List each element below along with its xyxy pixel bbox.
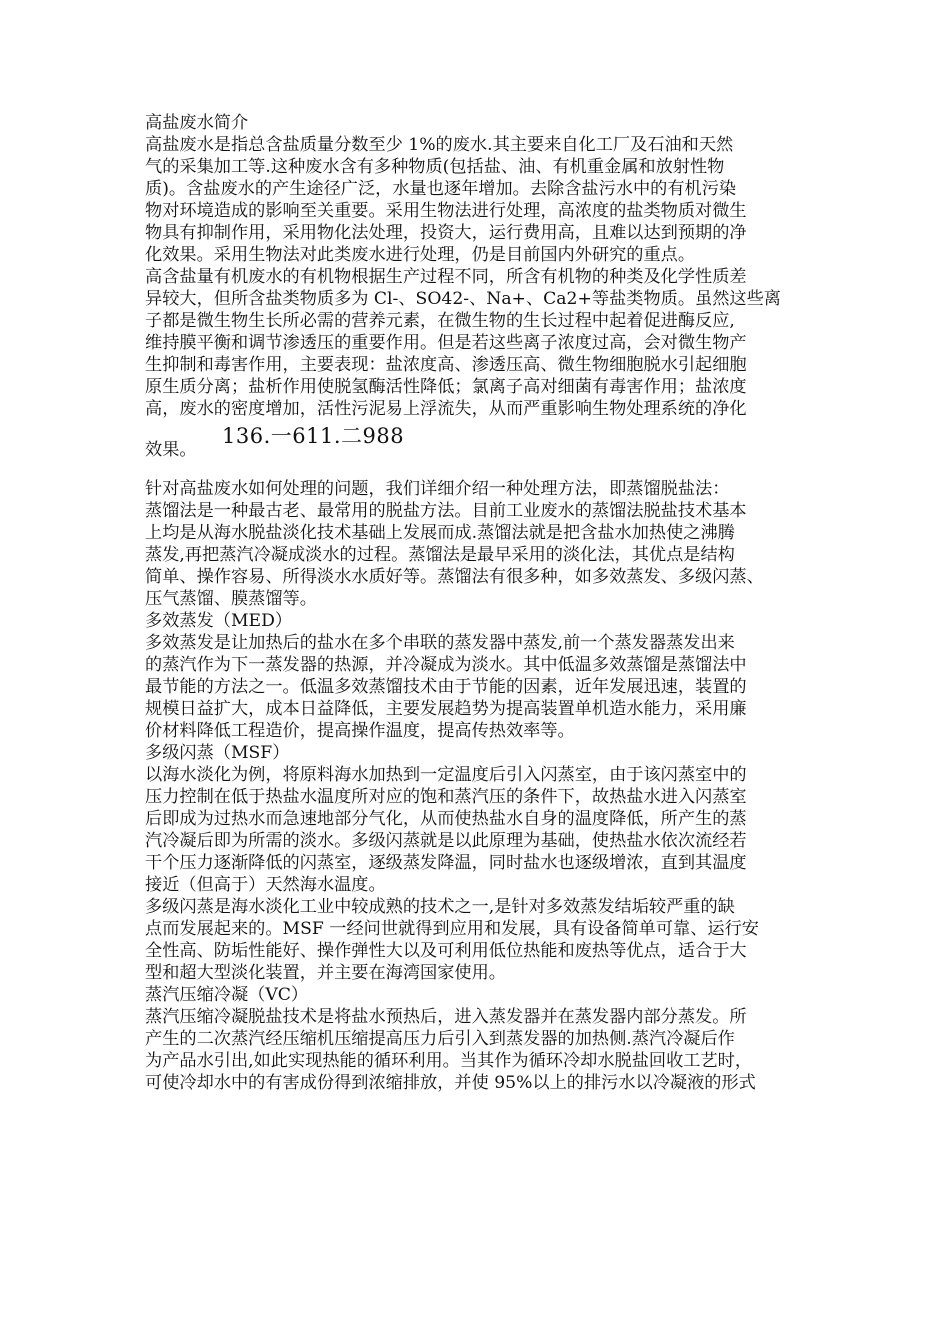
paragraph-line: 高盐废水是指总含盐质量分数至少 1%的废水.其主要来自化工厂及石油和天然 (145, 135, 734, 155)
paragraph-line: 物对环境造成的影响至关重要。采用生物法进行处理，高浓度的盐类物质对微生 (145, 201, 747, 221)
method-intro: 针对高盐废水如何处理的问题，我们详细介绍一种处理方法，即蒸馏脱盐法： (145, 479, 730, 499)
paragraph-line: 蒸馏法是一种最古老、最常用的脱盐方法。目前工业废水的蒸馏法脱盐技术基本 (145, 501, 747, 521)
phone-number: 136.一611.二988 (222, 424, 405, 448)
paragraph-line: 规模日益扩大，成本日益降低，主要发展趋势为提高装置单机造水能力，采用廉 (145, 699, 747, 719)
paragraph-line: 简单、操作容易、所得淡水水质好等。蒸馏法有很多种，如多效蒸发、多级闪蒸、 (145, 567, 764, 587)
paragraph-line: 干个压力逐渐降低的闪蒸室，逐级蒸发降温，同时盐水也逐级增浓，直到其温度 (145, 853, 747, 873)
phone-line (145, 420, 813, 462)
paragraph-line: 维持膜平衡和调节渗透压的重要作用。但是若这些离子浓度过高，会对微生物产 (145, 333, 747, 353)
paragraph-line: 高含盐量有机废水的有机物根据生产过程不同，所含有机物的种类及化学性质差 (145, 267, 747, 287)
paragraph-line: 多效蒸发是让加热后的盐水在多个串联的蒸发器中蒸发,前一个蒸发器蒸发出来 (145, 633, 735, 653)
paragraph-line: 以海水淡化为例，将原料海水加热到一定温度后引入闪蒸室，由于该闪蒸室中的 (145, 765, 747, 785)
paragraph-line: 价材料降低工程造价，提高操作温度，提高传热效率等。 (145, 721, 575, 741)
paragraph-line: 后即成为过热水而急速地部分气化，从而使热盐水自身的温度降低，所产生的蒸 (145, 809, 747, 829)
paragraph-line: 蒸汽压缩冷凝脱盐技术是将盐水预热后，进入蒸发器并在蒸发器内部分蒸发。所 (145, 1007, 747, 1027)
paragraph-line: 汽冷凝后即为所需的淡水。多级闪蒸就是以此原理为基础，使热盐水依次流经若 (145, 831, 747, 851)
msf-paragraph-2 (145, 896, 813, 984)
document-title: 高盐废水简介 (145, 113, 249, 133)
paragraph-line: 气的采集加工等.这种废水含有多种物质(包括盐、油、有机重金属和放射性物 (145, 157, 725, 177)
msf-heading: 多级闪蒸（MSF） (145, 743, 290, 763)
paragraph-end: 效果。 (145, 440, 197, 460)
paragraph-line: 全性高、防垢性能好、操作弹性大以及可利用低位热能和废热等优点，适合于大 (145, 941, 747, 961)
paragraph-line: 压力控制在低于热盐水温度所对应的饱和蒸汽压的条件下，故热盐水进入闪蒸室 (145, 787, 747, 807)
paragraph-line: 压气蒸馏、膜蒸馏等。 (145, 589, 317, 609)
paragraph-line: 化效果。采用生物法对此类废水进行处理，仍是目前国内外研究的重点。 (145, 245, 696, 265)
paragraph-line: 可使冷却水中的有害成份得到浓缩排放，并使 95%以上的排污水以冷凝液的形式 (145, 1073, 756, 1093)
paragraph-line: 异较大，但所含盐类物质多为 Cl-、SO42-、Na+、Ca2+等盐类物质。虽然这些离 (145, 289, 781, 309)
paragraph-line: 的蒸汽作为下一蒸发器的热源，并冷凝成为淡水。其中低温多效蒸馏是蒸馏法中 (145, 655, 747, 675)
vc-paragraph (145, 1006, 813, 1094)
med-paragraph (145, 632, 813, 742)
paragraph-line: 子都是微生物生长所必需的营养元素，在微生物的生长过程中起着促进酶反应, (145, 311, 735, 331)
paragraph-line: 多级闪蒸是海水淡化工业中较成熟的技术之一,是针对多效蒸发结垢较严重的缺 (145, 897, 735, 917)
paragraph-line: 生抑制和毒害作用，主要表现：盐浓度高、渗透压高、微生物细胞脱水引起细胞 (145, 355, 747, 375)
salt-ions-paragraph (145, 266, 813, 462)
paragraph-line: 上均是从海水脱盐淡化技术基础上发展而成.蒸馏法就是把含盐水加热使之沸腾 (145, 523, 735, 543)
paragraph-line: 物具有抑制作用，采用物化法处理，投资大，运行费用高，且难以达到预期的净 (145, 223, 747, 243)
intro-paragraph (145, 134, 813, 266)
paragraph-line: 为产品水引出,如此实现热能的循环利用。当其作为循环冷却水脱盐回收工艺时， (145, 1051, 753, 1071)
paragraph-line: 质)。含盐废水的产生途径广泛，水量也逐年增加。去除含盐污水中的有机污染 (145, 179, 737, 199)
distillation-paragraph (145, 500, 813, 610)
paragraph-line: 点而发展起来的。MSF 一经问世就得到应用和发展，具有设备简单可靠、运行安 (145, 919, 759, 939)
vc-heading: 蒸汽压缩冷凝（VC） (145, 985, 309, 1005)
paragraph-line: 高，废水的密度增加，活性污泥易上浮流失，从而严重影响生物处理系统的净化 (145, 399, 747, 419)
paragraph-line: 最节能的方法之一。低温多效蒸馏技术由于节能的因素，近年发展迅速，装置的 (145, 677, 747, 697)
paragraph-line: 蒸发,再把蒸汽冷凝成淡水的过程。蒸馏法是最早采用的淡化法，其优点是结构 (145, 545, 735, 565)
paragraph-line: 原生质分离；盐析作用使脱氢酶活性降低；氯离子高对细菌有毒害作用；盐浓度 (145, 377, 747, 397)
document-page (145, 112, 813, 1094)
med-heading: 多效蒸发（MED） (145, 611, 293, 631)
paragraph-line: 型和超大型淡化装置，并主要在海湾国家使用。 (145, 963, 506, 983)
paragraph-line: 产生的二次蒸汽经压缩机压缩提高压力后引入到蒸发器的加热侧.蒸汽冷凝后作 (145, 1029, 735, 1049)
paragraph-line: 接近（但高于）天然海水温度。 (145, 875, 386, 895)
msf-paragraph (145, 764, 813, 896)
